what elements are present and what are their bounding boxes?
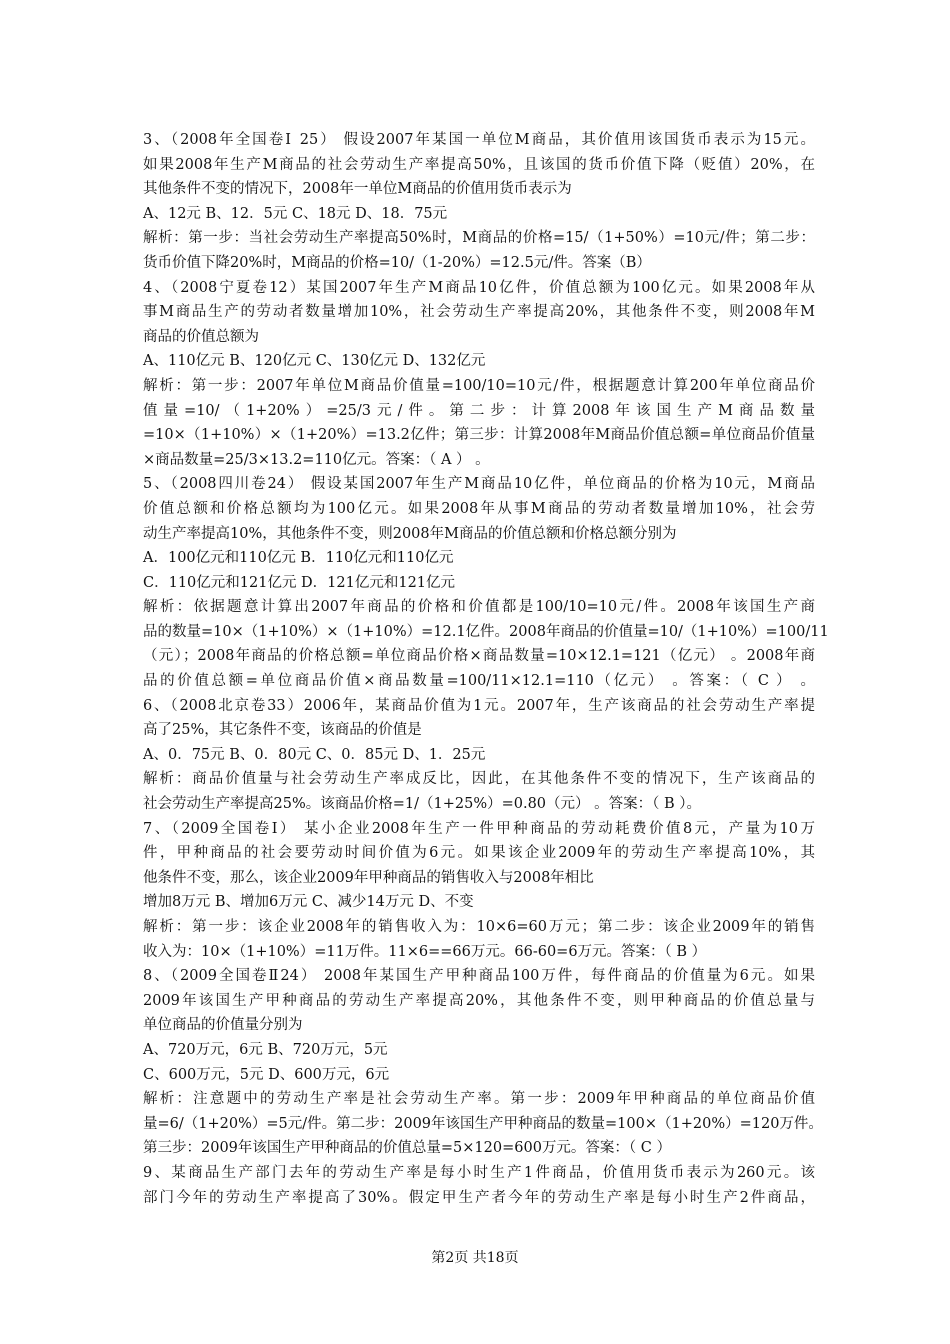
text-line: 品的价值总额=单位商品价值×商品数量=100/11×12.1=110（亿元） 。答案：（ C ） 。 bbox=[143, 673, 815, 690]
text-line: 6、（2008北京卷33）2006年，某商品价值为1元。2007年，生产该商品的社会劳动生产率提 bbox=[143, 697, 815, 714]
text-line: 8、（2009全国卷Ⅱ24） 2008年某国生产甲种商品100万件，每件商品的价值量为6元。如果 bbox=[143, 968, 815, 985]
text-line: 如果2008年生产M商品的社会劳动生产率提高50%，且该国的货币价值下降（贬值）20%，在 bbox=[143, 156, 815, 173]
answer-options: C．110亿元和121亿元 D．121亿元和121亿元 bbox=[143, 574, 456, 591]
answer-options: A、0．75元 B、0．80元 C、0．85元 D、1．25元 bbox=[143, 746, 486, 763]
text-line: 其他条件不变的情况下，2008年一单位M商品的价值用货币表示为 bbox=[143, 181, 572, 198]
text-line: 品的数量=10×（1+10%）×（1+10%）=12.1亿件。2008年商品的价值量=10/（1+10%）=100/11 bbox=[143, 623, 829, 640]
text-line: 价值总额和价格总额均为100亿元。如果2008年从事M商品的劳动者数量增加10%，社会劳 bbox=[143, 500, 815, 517]
answer-options: C、600万元，5元 D、600万元，6元 bbox=[143, 1066, 390, 1083]
answer-options: A．100亿元和110亿元 B．110亿元和110亿元 bbox=[143, 550, 454, 567]
text-line: 解析：第一步：当社会劳动生产率提高50%时，M商品的价格=15/（1+50%）=10元/件；第二步： bbox=[143, 230, 815, 247]
text-line: 值量=10/（1+20%）=25/3元/件。第二步：计算2008年该国生产M商品数量 bbox=[143, 402, 815, 419]
text-line: =10×（1+10%）×（1+20%）=13.2亿件；第三步：计算2008年M商品价值总额=单位商品价值量 bbox=[143, 427, 815, 444]
text-line: 收入为：10×（1+10%）=11万件。11×6==66万元。66-60=6万元。答案：（ B ） bbox=[143, 943, 707, 960]
answer-options: A、720万元，6元 B、720万元，5元 bbox=[143, 1041, 388, 1058]
text-line: 5、（2008四川卷24） 假设某国2007年生产M商品10亿件，单位商品的价格为10元，M商品 bbox=[143, 476, 815, 493]
text-line: 量=6/（1+20%）=5元/件。第二步：2009年该国生产甲种商品的数量=100×（1+20%）=120万件。 bbox=[143, 1115, 823, 1132]
text-line: 7、（2009全国卷Ⅰ） 某小企业2008年生产一件甲种商品的劳动耗费价值8元，产量为10万 bbox=[143, 820, 815, 837]
text-line: 高了25%，其它条件不变，该商品的价值是 bbox=[143, 722, 422, 739]
text-line: 9、某商品生产部门去年的劳动生产率是每小时生产1件商品，价值用货币表示为260元。该 bbox=[143, 1164, 815, 1181]
answer-options: A、12元 B、12．5元 C、18元 D、18．75元 bbox=[143, 205, 448, 222]
text-line: 货币价值下降20%时，M商品的价格=10/（1-20%）=12.5元/件。答案（B） bbox=[143, 254, 651, 271]
text-line: 解析：第一步：2007年单位M商品价值量=100/10=10元/件，根据题意计算200年单位商品价 bbox=[143, 377, 815, 394]
text-line: 解析：依据题意计算出2007年商品的价格和价值都是100/10=10元/件。2008年该国生产商 bbox=[143, 599, 815, 616]
text-line: 第三步：2009年该国生产甲种商品的价值总量=5×120=600万元。答案：（ C ） bbox=[143, 1140, 671, 1157]
text-line: 3、（2008年全国卷Ⅰ 25） 假设2007年某国一单位M商品，其价值用该国货币表示为15元。 bbox=[143, 132, 815, 148]
text-line: （元）；2008年商品的价格总额=单位商品价格×商品数量=10×12.1=121（亿元） 。2008年商 bbox=[143, 648, 815, 665]
text-line: 动生产率提高10%，其他条件不变，则2008年M商品的价值总额和价格总额分别为 bbox=[143, 525, 677, 542]
answer-options: 增加8万元 B、增加6万元 C、减少14万元 D、不变 bbox=[143, 894, 474, 911]
answer-options: A、110亿元 B、120亿元 C、130亿元 D、132亿元 bbox=[143, 353, 486, 370]
text-line: 社会劳动生产率提高25%。该商品价格=1/（1+25%）=0.80（元） 。答案：（ B ）。 bbox=[143, 796, 702, 813]
text-line: 4、（2008宁夏卷12）某国2007年生产M商品10亿件，价值总额为100亿元。如果2008年从 bbox=[143, 279, 815, 296]
text-line: 件，甲种商品的社会要劳动时间价值为6元。如果该企业2009年的劳动生产率提高10%，其 bbox=[143, 845, 815, 862]
text-line: ×商品数量=25/3×13.2=110亿元。答案：（ A ） 。 bbox=[143, 451, 490, 468]
text-line: 解析：注意题中的劳动生产率是社会劳动生产率。第一步：2009年甲种商品的单位商品价值 bbox=[143, 1091, 815, 1108]
text-line: 部门今年的劳动生产率提高了30%。假定甲生产者今年的劳动生产率是每小时生产2件商品， bbox=[143, 1189, 815, 1206]
page-footer: 第2页 共18页 bbox=[431, 1250, 519, 1266]
text-line: 事M商品生产的劳动者数量增加10%，社会劳动生产率提高20%，其他条件不变，则2008年M bbox=[143, 304, 815, 321]
text-line: 他条件不变，那么，该企业2009年甲种商品的销售收入与2008年相比 bbox=[143, 869, 594, 886]
text-line: 2009年该国生产甲种商品的劳动生产率提高20%，其他条件不变，则甲种商品的价值总量与 bbox=[143, 992, 815, 1009]
text-line: 解析：商品价值量与社会劳动生产率成反比，因此，在其他条件不变的情况下，生产该商品的 bbox=[143, 771, 815, 788]
text-line: 商品的价值总额为 bbox=[143, 328, 259, 345]
text-line: 单位商品的价值量分别为 bbox=[143, 1017, 303, 1034]
text-line: 解析：第一步：该企业2008年的销售收入为：10×6=60万元；第二步：该企业2009年的销售 bbox=[143, 919, 815, 935]
document-body bbox=[143, 128, 829, 1210]
